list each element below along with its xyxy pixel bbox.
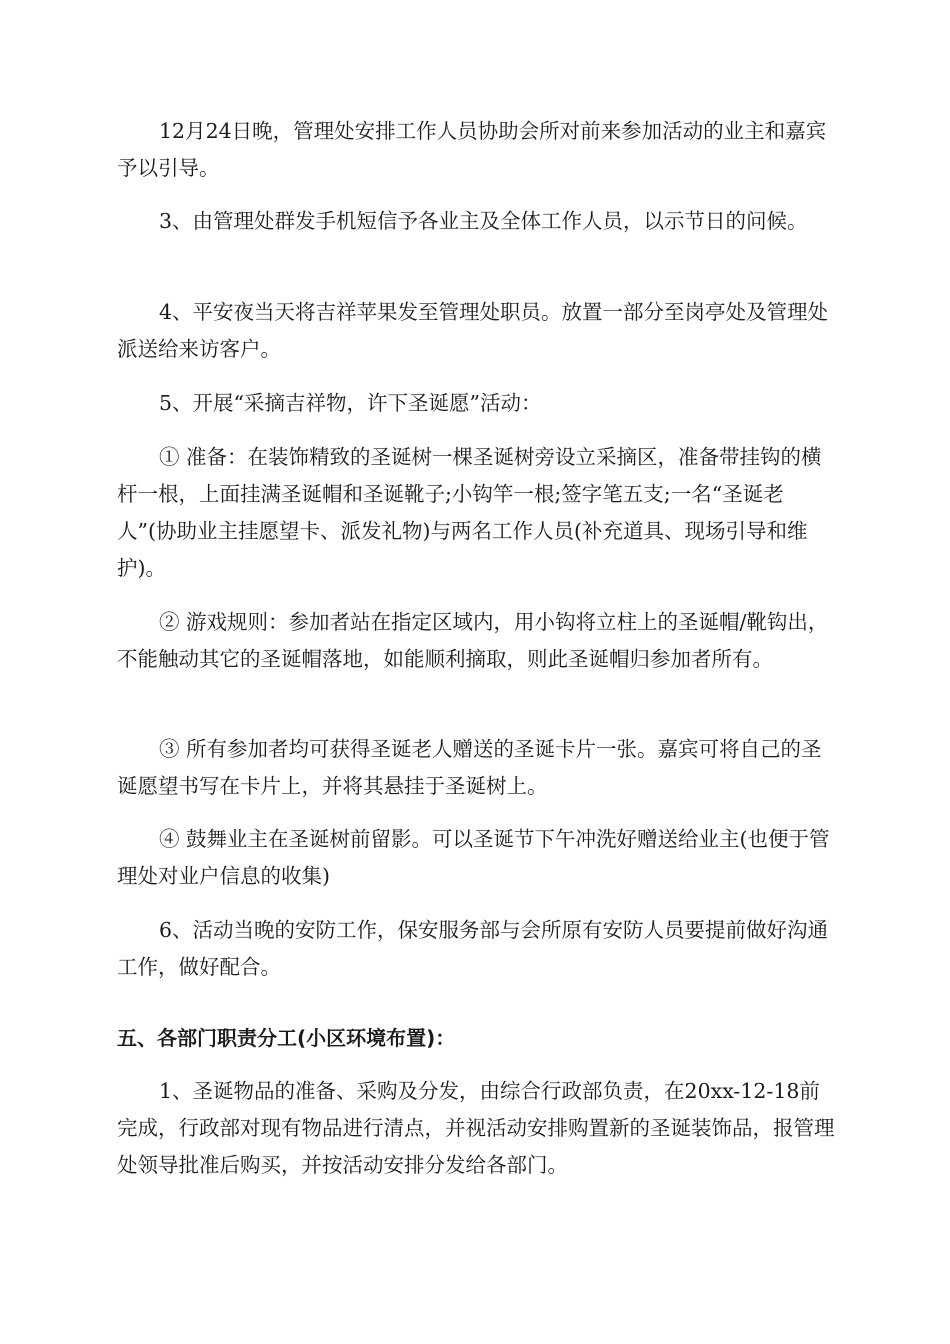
paragraph-sms-greeting: 3、由管理处群发手机短信予各业主及全体工作人员，以示节日的问候。 [159,209,808,233]
paragraph-greeting-card: ③ 所有参加者均可获得圣诞老人赠送的圣诞卡片一张。嘉宾可将自己的圣诞愿望书写在卡片上，并将其悬挂于圣诞树上。 [117,737,822,798]
paragraph-procurement: 1、圣诞物品的准备、采购及分发，由综合行政部负责，在20xx-12-18前完成，行政部对现有物品进行清点，并视活动安排购置新的圣诞装饰品，报管理处领导批准后购买，并按活动安排分发给各部门。 [117,1079,835,1177]
paragraph-security: 6、活动当晚的安防工作，保安服务部与会所原有安防人员要提前做好沟通工作，做好配合。 [117,918,829,979]
paragraph-guidance: 12月24日晚，管理处安排工作人员协助会所对前来参加活动的业主和嘉宾予以引导。 [117,119,827,180]
paragraph-preparation: ① 准备：在装饰精致的圣诞树一棵圣诞树旁设立采摘区，准备带挂钩的横杆一根，上面挂满圣诞帽和圣诞靴子;小钩竿一根;签字笔五支;一名“圣诞老人”(协助业主挂愿望卡、派发礼物)与两名工作人员(补充道具、现场引导和维护)。 [117,445,822,580]
paragraph-photo: ④ 鼓舞业主在圣诞树前留影。可以圣诞节下午冲洗好赠送给业主(也便于管理处对业户信息的收集) [117,827,830,888]
paragraph-apple-gift: 4、平安夜当天将吉祥苹果发至管理处职员。放置一部分至岗亭处及管理处派送给来访客户。 [117,300,829,361]
paragraph-game-rules: ② 游戏规则：参加者站在指定区域内，用小钩将立柱上的圣诞帽/靴钩出，不能触动其它的圣诞帽落地，如能顺利摘取，则此圣诞帽归参加者所有。 [117,610,829,671]
section-heading: 五、各部门职责分工(小区环境布置)： [117,1026,456,1050]
paragraph-activity-title: 5、开展“采摘吉祥物，许下圣诞愿”活动： [159,391,542,415]
